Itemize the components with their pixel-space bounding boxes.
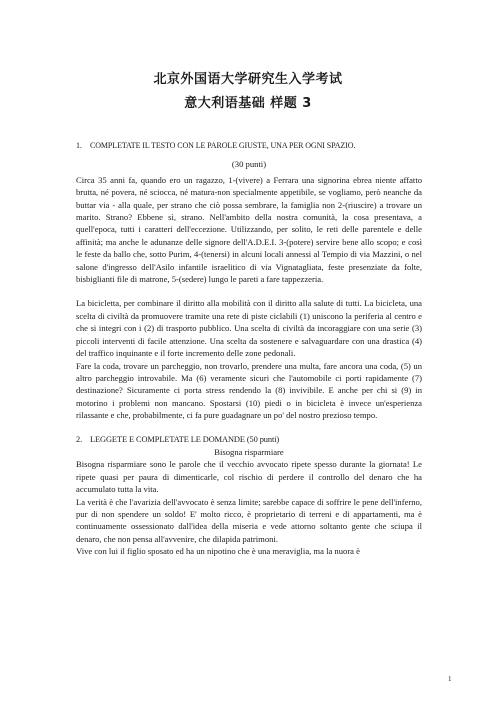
section2-number: 2. (76, 434, 83, 444)
section2-heading-text: LEGGETE E COMPLETATE LE DOMANDE (50 punti) (90, 434, 280, 444)
section2-subtitle: Bisogna risparmiare (214, 446, 284, 457)
section2-paragraph-1: Bisogna risparmiare sono le parole che il vecchio avvocato ripete spesso durante la giornata! Le ripete quasi per paura di dimenticarle, col rischio di perdere il controllo del denaro che ha accumulato tutta la vita. (76, 459, 422, 495)
document-body (76, 140, 422, 558)
section1-number: 1. (76, 141, 82, 150)
section1-heading-text: COMPLETATE IL TESTO CON LE PAROLE GIUSTE, UNA PER OGNI SPAZIO. (90, 141, 356, 150)
section2-heading (76, 434, 422, 446)
section1-points: (30 punti) (231, 159, 267, 170)
page-title: 北京外国语大学研究生入学考试 (153, 72, 343, 87)
section1-paragraph-1: Circa 35 anni fa, quando ero un ragazzo, 1-(vivere) a Ferrara una signorina ebrea niente affatto brutta, né povera, né sciocca, né matura-non specialmente appetibile, se vogliamo, però neanche da buttar via - alla quale, per strano che ciò possa sembrare, la famiglia non 2-(riuscire) a trovare un marito. Strano? Ebbene sì, strano. Nell'ambito della nostra comunità, la cosa presentava, a quell'epoca, tutti i caratteri dell'eccezione. Utilizzando, per solito, le reti delle parentele e delle affinità; ma anche le adunanze delle signore dell'A.D.E.I. 3-(potere) servire bene allo scopo; e così le feste da ballo che, sotto Purim, 4-(tenersi) in alcuni locali annessi al Tempio di via Mazzini, o nel salone d'ingresso dell'Asilo infantile israelitico di via Vignatagliata, feste presenziate da folte, bisbiglianti file di matrone, 5-(sedere) lungo le pareti a fare tappezzeria. (76, 174, 422, 285)
section1-heading (76, 140, 422, 152)
section1-paragraph-3: Fare la coda, trovare un parcheggio, non trovarlo, prendere una multa, fare ancora una coda, (5) un altro parcheggio introvabile. Ma (6) veramente sicuri che l'automobile ci porti rapidamente (7) destinazione? Sicuramente ci porta stress rendendo la (8) invivibile. E anche per chi si (9) in motorino i problemi non mancano. Spostarsi (10) piedi o in bicicleta è invece un'esperienza rilassante e che, probabilmente, ci fa pure guadagnare un po' del nostro prezioso tempo. (76, 360, 422, 421)
paragraph-gap (76, 285, 422, 297)
section1-paragraph-2: La bicicletta, per combinare il diritto alla mobilità con il diritto alla salute di tutti. La bicicleta, una scelta di civiltà da promuovere tramite una rete di piste ciclabili (1) uniscono la periferia al centro e che si integri con i (2) di trasporto pubblico. Una scelta di civiltà da incoraggiare con una serie (3) piccoli interventi di facile attenzione. Una scelta da sostenere e salvaguardare con una drastica (4) del traffico inquinante e il forte incremento delle zone pedonali. (76, 298, 422, 359)
page-number: 1 (448, 675, 452, 683)
section2-paragraph-3: Vive con lui il figlio sposato ed ha un nipotino che è una meraviglia, ma la nuora è (76, 546, 360, 557)
section2-paragraph-2: La verità è che l'avarizia dell'avvocato è senza limite; sarebbe capace di soffrire le pene dell'inferno, pur di non spendere un soldo! E' molto ricco, è proprietario di terreni e di appartamenti, ma è continuamente ossessionato dall'idea della miseria e vede attorno soltanto gente che sciupa il denaro, che non pensa all'avvenire, che dilapida patrimoni. (76, 496, 422, 544)
page-subtitle: 意大利语基础 样题 3 (184, 96, 312, 111)
